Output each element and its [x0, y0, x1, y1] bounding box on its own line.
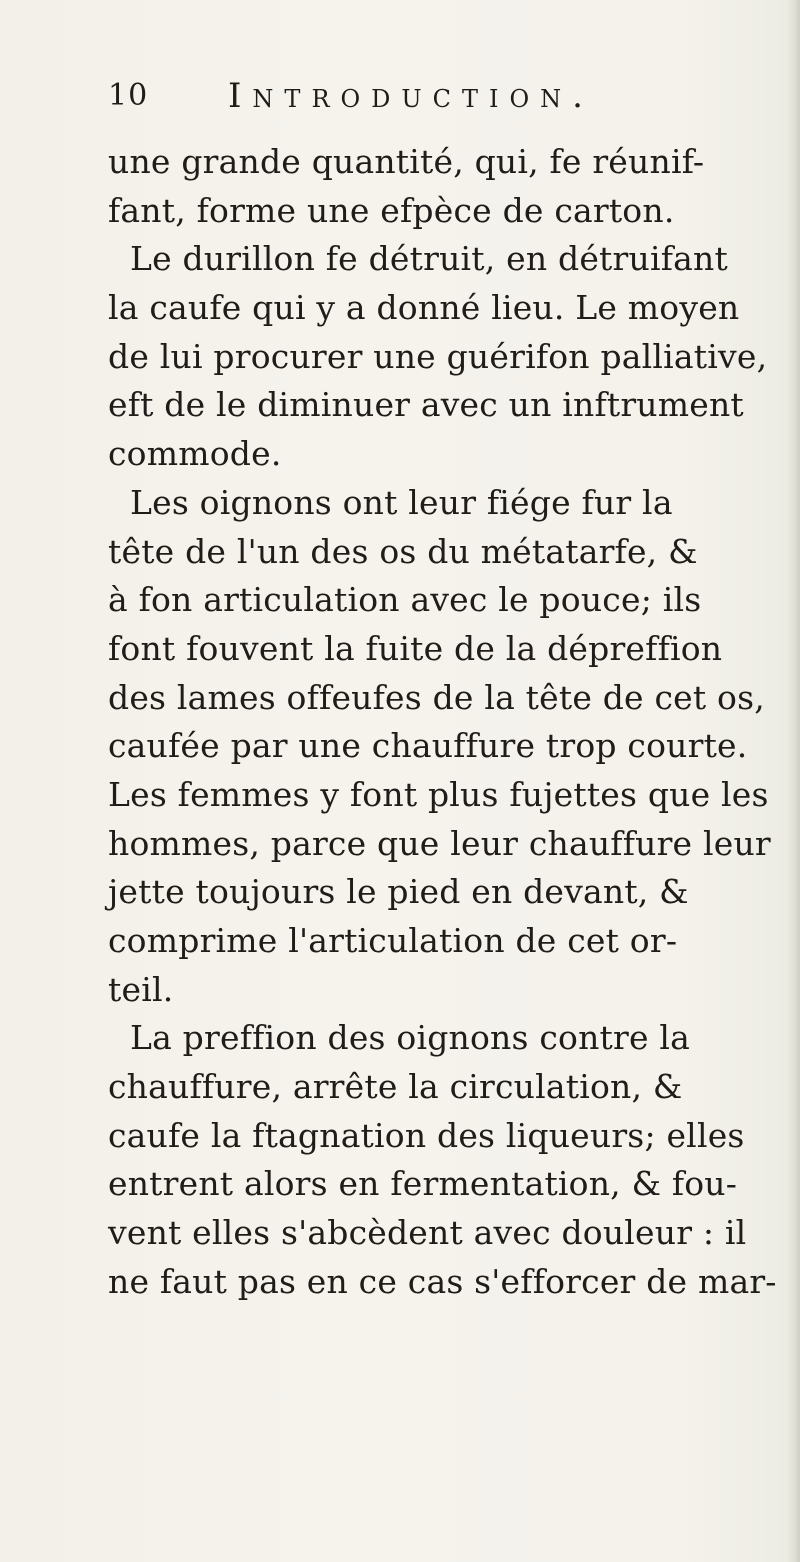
text-line: Le durillon fe détruit, en détruifant — [130, 239, 728, 279]
page-edge-shadow — [786, 0, 800, 1562]
text-line: une grande quantité, qui, fe réunif- — [108, 142, 705, 181]
text-line: caufée par une chauffure trop courte. — [108, 726, 748, 766]
text-line: La preffion des oignons contre la — [130, 1018, 691, 1058]
page-number: 10 — [108, 78, 149, 113]
text-line: à fon articulation avec le pouce; ils — [108, 580, 702, 620]
text-line: tête de l'un des os du métatarfe, & — [108, 531, 698, 571]
running-head — [108, 76, 628, 116]
text-line: comprime l'articulation de cet or- — [108, 921, 678, 960]
body-text — [108, 138, 777, 1307]
text-line: Les femmes y font plus fujettes que les — [108, 774, 769, 814]
text-line: commode. — [108, 434, 282, 474]
text-line: eft de le diminuer avec un inftrument — [108, 385, 744, 425]
text-line: teil. — [108, 969, 174, 1009]
text-line: la caufe qui y a donné lieu. Le moyen — [108, 288, 740, 328]
text-line: chauffure, arrête la circulation, & — [108, 1067, 683, 1107]
text-line: de lui procurer une guérifon palliative, — [108, 336, 768, 376]
text-line: fant, forme une efpèce de carton. — [108, 190, 675, 230]
text-line: jette toujours le pied en devant, & — [108, 872, 689, 912]
text-line: font fouvent la fuite de la dépreffion — [108, 628, 723, 668]
text-line: des lames offeufes de la tête de cet os, — [108, 677, 765, 717]
text-line: vent elles s'abcèdent avec douleur : il — [108, 1213, 747, 1253]
running-head-title: Introduction. — [228, 76, 594, 116]
text-line: entrent alors en fermentation, & fou- — [108, 1164, 738, 1204]
text-line: Les oignons ont leur fiége fur la — [130, 482, 673, 522]
text-line: hommes, parce que leur chauffure leur — [108, 823, 771, 863]
text-line: ne faut pas en ce cas s'efforcer de mar- — [108, 1261, 777, 1301]
text-line: caufe la ftagnation des liqueurs; elles — [108, 1115, 745, 1155]
